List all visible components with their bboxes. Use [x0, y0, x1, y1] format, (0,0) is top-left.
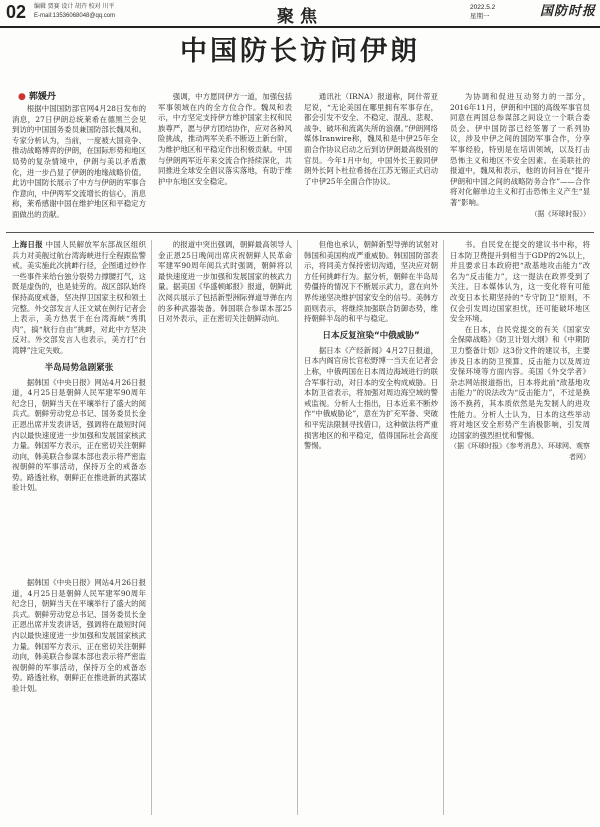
column-rule	[443, 240, 444, 815]
story-column-3	[304, 240, 438, 815]
story-column-1-continued	[12, 578, 146, 815]
section-title: 聚焦	[277, 7, 323, 27]
issue-date	[470, 3, 495, 21]
story-column-2	[158, 240, 292, 815]
paragraph: 但他也承认，朝鲜新型导弹的试射对韩国和美国构成严重威胁。韩国国防部表示，将同美方保持密切沟通，坚决应对朝方任何挑衅行为。据分析，朝鲜在半岛局势僵持的情况下不断展示武力，意在向外界传递坚决维护国家安全的信号。美韩方面则表示，将继续加强联合防御态势，维持朝鲜半岛的和平与稳定。	[304, 240, 438, 324]
subhead-korea: 半岛局势急剧紧张	[44, 362, 114, 373]
paragraph: 根据中国国防部官网4月28日发布的消息，27日伊朗总统莱希在德黑兰会见到访的中国国务委员兼国防部长魏凤和。专家分析认为，当前，一度被大国竞争、推动战略博弈的伊朗，在国际形势和地区局势的复杂情境中，伊朗与美以矛盾激化，进一步凸显了伊朗的地缘战略价值。此访中国防长展示了中方与伊朗的军事合作意向，中伊两军交流增长的信心，消息称，莱希感谢中国在维护地区和平稳定方面做出的贡献。	[12, 104, 146, 219]
paragraph: 据韩国《中央日报》网站4月26日报道，4月25日是朝鲜人民军建军90周年纪念日，朝鲜当天在平壤举行了盛大的阅兵式。朝鲜劳动党总书记、国务委员长金正恩出席并发表讲话，强调将在最短时间内以最快速度进一步加强和发展国家核武力量。韩国军方表示，正在密切关注朝鲜动向，韩美联合参谋本部也表示将严密监视朝鲜的军事活动，保持万全的戒备态势。路透社称，朝鲜正在推进新的武器试验计划。	[12, 377, 146, 493]
article-column-2	[158, 92, 292, 222]
paragraph: 为协调和促进互动努力的一部分，2016年11月，伊朗和中国的高级军事官员同意在两国总参谋部之间设立一个联合委员会。伊中国防部已经签署了一系列协议，涉及中伊之间的国防军事合作，分享军事经验，特别是在培训领域，以及打击恐怖主义和地区不安全因素。在美联社的报道中，魏凤和表示，他的访问旨在“提升伊朗和中国之间的战略防务合作”——合作将对化解单边主义和打击恐怖主义产生“显著”影响。	[450, 92, 590, 207]
column-rule	[151, 240, 152, 815]
paragraph-text: 中国人民解放军东部战区组织兵力对美舰过航台湾海峡进行全程跟监警戒。美实施此次挑衅行径，企图通过炒作一些事件来给台独分裂势力撑腰打气，这既是虚伪的，也是徒劳的。战区部队始终保持高度戒备，坚决捍卫国家主权和领土完整。外交部发言人汪文斌在例行记者会上表示，美方热衷于在台湾海峡“秀肌肉”，搞“航行自由”挑衅，对此中方坚决反对。外交部发言人也表示，美方打“台湾牌”注定失败。	[12, 240, 146, 355]
article-source: （据《环球时报》）	[530, 209, 590, 218]
page-number: 02	[6, 2, 27, 22]
page-header	[0, 0, 600, 28]
bullet-icon: ●	[18, 92, 26, 102]
story-column-4	[450, 240, 590, 815]
subhead-japan: 日本反复渲染“中俄威胁”	[322, 330, 420, 341]
article-column-4	[450, 92, 590, 222]
paragraph: 在日本，自民党提交的有关《国家安全保障战略》《防卫计划大纲》和《中期防卫力整备计划》这3份文件的建议书，主要涉及日本的防卫预算、反击能力以及周边安保环境等方面内容。美国《外交学者》杂志网站报道指出，日本将此前“敌基地攻击能力”的说法改为“反击能力”，不过是换汤不换药，其本质依然是先发制人的进攻性能力。分析人士认为，日本的这些举动将对地区安全形势产生消极影响，引发周边国家的强烈担忧和警惕。	[450, 324, 590, 440]
editor-line: 编辑 贾赛 设计 胡卉 校对 川平	[34, 4, 115, 10]
date: 2022.5.2	[470, 4, 496, 11]
editor-credits	[34, 3, 115, 21]
column-rule	[297, 240, 298, 815]
author: 郭媛丹	[28, 92, 56, 102]
dateline: 上海日报	[12, 240, 43, 249]
byline	[18, 89, 56, 102]
story-source: （据《环球时报》《参考消息》、环球网、观察者网）	[450, 442, 590, 461]
newspaper-masthead: 国防时报	[539, 4, 596, 19]
paragraph: 的报道中突出强调，朝鲜最高领导人金正恩25日晚间出席庆祝朝鲜人民革命军建军90周年阅兵式时强调，朝鲜将以最快速度进一步加强和发展国家的核武力量。据美国《华盛顿邮报》报道，朝鲜此次阅兵展示了包括新型洲际弹道导弹在内的多种武器装备。韩国联合参谋本部25日对外表示，正在密切关注朝鲜动向。	[158, 240, 292, 324]
editor-email: E-mail:13536068048@qq.com	[34, 13, 116, 19]
paragraph: 强调，中方愿同伊方一道，加强包括军事领域在内的全方位合作。魏凤和表示，中方坚定支持伊方维护国家主权和民族尊严，愿与伊方团结协作，应对各种风险挑战，推动两军关系不断迈上新台阶，为维护地区和平稳定作出积极贡献。中国与伊朗两军近年来交流合作持续深化，共同推进全球安全倡议落实落地，有助于维护中东地区安全稳定。	[158, 92, 292, 186]
story-column-1	[12, 240, 146, 570]
paragraph: 据日本《产经新闻》4月27日报道，日本内阁官房长官松野博一当天在记者会上称，中俄两国在日本周边海域进行的联合军事行动，对日本的安全构成威胁。日本防卫省表示，将加强对周边海空域的警戒监视。分析人士指出，日本近来不断炒作“中俄威胁论”，意在为扩充军备、突破和平宪法限制寻找借口，这种做法将严重损害地区的和平稳定，值得国际社会高度警惕。	[304, 345, 438, 451]
paragraph	[12, 240, 146, 357]
paragraph: 书。自民党在提交的建议书中称，将日本防卫费提升到相当于GDP的2%以上，并且要求日本政府把“敌基地攻击能力”改名为“反击能力”，这一提法在政界受到了关注。日本媒体认为，这一变化将有可能改变日本长期坚持的“专守防卫”原则，不仅会引发周边国家担忧，还可能破坏地区安全环境。	[450, 240, 590, 324]
article-headline: 中国防长访问伊朗	[180, 36, 420, 67]
paragraph: 据韩国《中央日报》网站4月26日报道，4月25日是朝鲜人民军建军90周年纪念日，朝鲜当天在平壤举行了盛大的阅兵式。朝鲜劳动党总书记、国务委员长金正恩出席并发表讲话，强调将在最短时间内以最快速度进一步加强和发展国家核武力量。韩国军方表示，正在密切关注朝鲜动向，韩美联合参谋本部也表示将严密监视朝鲜的军事活动，保持万全的戒备态势。路透社称，朝鲜正在推进新的武器试验计划。	[12, 578, 146, 693]
section-divider	[6, 232, 594, 233]
article-column-1	[12, 104, 146, 222]
article-column-3	[304, 92, 438, 222]
weekday: 星期一	[470, 13, 490, 20]
paragraph: 通讯社（IRNA）报道称，阿什蒂亚尼说，“无论美国在哪里拥有军事存在，都会引发不安全、不稳定、混乱、悲观、战争、破坏和流离失所的浪潮。”伊朗网络媒体Iranwire称，魏凤和是中伊25年全面合作协议启动之后到访伊朗最高级别的官员。今年1月中旬，中国外长王毅同伊朗外长阿卜杜拉希扬在江苏无锡正式启动了中伊25年全面合作协议。	[304, 92, 438, 186]
